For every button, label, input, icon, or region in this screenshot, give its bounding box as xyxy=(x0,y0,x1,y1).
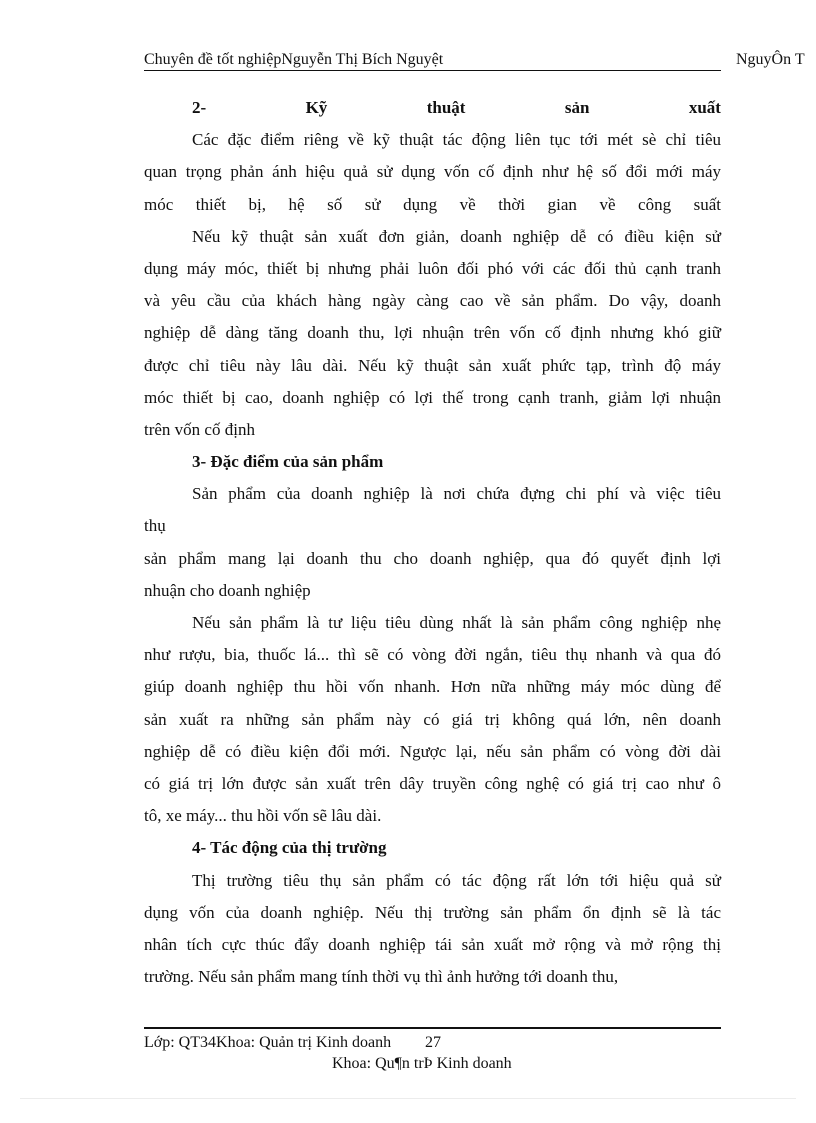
body-line: trên vốn cố định xyxy=(144,419,255,439)
body-line: như rượu, bia, thuốc lá... thì sẽ có vòng đời ngắn, tiêu thụ nhanh và qua đó xyxy=(144,645,721,665)
heading-word: xuất xyxy=(688,98,721,117)
body-line: Thị trường tiêu thụ sản phẩm có tác động rất lớn tới hiệu quả sử xyxy=(192,870,721,890)
heading-word: sản xyxy=(564,98,590,117)
body-line: dụng máy móc, thiết bị nhưng phải luôn đối phó với các đối thủ cạnh tranh xyxy=(144,258,721,278)
body-line: được chỉ tiêu này lâu dài. Nếu kỹ thuật sản xuất phức tạp, trình độ máy xyxy=(144,355,721,375)
page-bottom-divider xyxy=(20,1098,796,1099)
running-footer-left: Lớp: QT34Khoa: Quản trị Kinh doanh xyxy=(144,1034,392,1051)
body-line: trường. Nếu sản phẩm mang tính thời vụ thì ảnh hưởng tới doanh thu, xyxy=(144,967,619,987)
page-number: 27 xyxy=(425,1034,441,1051)
body-line: móc thiết bị cao, doanh nghiệp có lợi thế trong cạnh tranh, giảm lợi nhuận xyxy=(144,387,721,407)
body-line: và yêu cầu của khách hàng ngày càng cao về sản phẩm. Do vậy, doanh xyxy=(144,291,721,311)
body-line: Các đặc điểm riêng về kỹ thuật tác động liên tục tới mét sè chỉ tiêu xyxy=(192,130,721,150)
page-body xyxy=(144,92,721,993)
body-line: quan trọng phản ánh hiệu quả sử dụng vốn cố định như hệ số đổi mới máy xyxy=(144,162,721,182)
body-line: móc thiết bị, hệ số sử dụng về thời gian về công suất xyxy=(144,194,721,214)
section-heading-market: 4- Tác động của thị trường xyxy=(192,838,387,858)
body-line: dụng vốn của doanh nghiệp. Nếu thị trường sản phẩm ổn định sẽ là tác xyxy=(144,902,721,922)
body-line: nghiệp dễ có điều kiện đổi mới. Ngược lại, nếu sản phẩm có vòng đời dài xyxy=(144,741,721,761)
body-line: giúp doanh nghiệp thu hồi vốn nhanh. Hơn nữa những máy móc dùng để xyxy=(144,677,721,697)
section-heading-product: 3- Đặc điểm của sản phẩm xyxy=(192,452,384,472)
body-line: nghiệp dễ dàng tăng doanh thu, lợi nhuận trên vốn cố định nhưng khó giữ xyxy=(144,323,721,343)
body-line: nhân tích cực thúc đẩy doanh nghiệp tái sản xuất mở rộng và mở rộng thị xyxy=(144,934,721,954)
body-line: sản xuất ra những sản phẩm này có giá trị không quá lớn, nên doanh xyxy=(144,709,721,729)
running-header-left: Chuyên đề tốt nghiệpNguyễn Thị Bích Nguyệt xyxy=(144,51,444,68)
body-line: có giá trị lớn được sản xuất trên dây truyền công nghệ có giá trị cao như ô xyxy=(144,773,721,793)
body-line: Nếu kỹ thuật sản xuất đơn giản, doanh nghiệp dễ có điều kiện sử xyxy=(192,226,721,246)
footer-rule xyxy=(144,1027,721,1029)
body-line: Nếu sản phẩm là tư liệu tiêu dùng nhất là sản phẩm công nghiệp nhẹ xyxy=(192,613,721,632)
heading-word: 2- xyxy=(192,98,207,117)
heading-word: thuật xyxy=(426,98,466,117)
header-rule xyxy=(144,70,721,71)
running-footer-center: Khoa: Qu¶n trÞ Kinh doanh xyxy=(332,1055,512,1072)
body-line: tô, xe máy... thu hồi vốn sẽ lâu dài. xyxy=(144,806,382,826)
body-line: Sản phẩm của doanh nghiệp là nơi chứa đựng chi phí và việc tiêu xyxy=(192,484,721,504)
section-heading-technology xyxy=(144,92,721,124)
body-line: sản phẩm mang lại doanh thu cho doanh nghiệp, qua đó quyết định lợi xyxy=(144,548,721,568)
body-line: thụ xyxy=(144,516,166,536)
body-line: nhuận cho doanh nghiệp xyxy=(144,580,311,600)
running-header-right: NguyÔn T xyxy=(736,51,805,68)
heading-word: Kỹ xyxy=(305,98,328,117)
